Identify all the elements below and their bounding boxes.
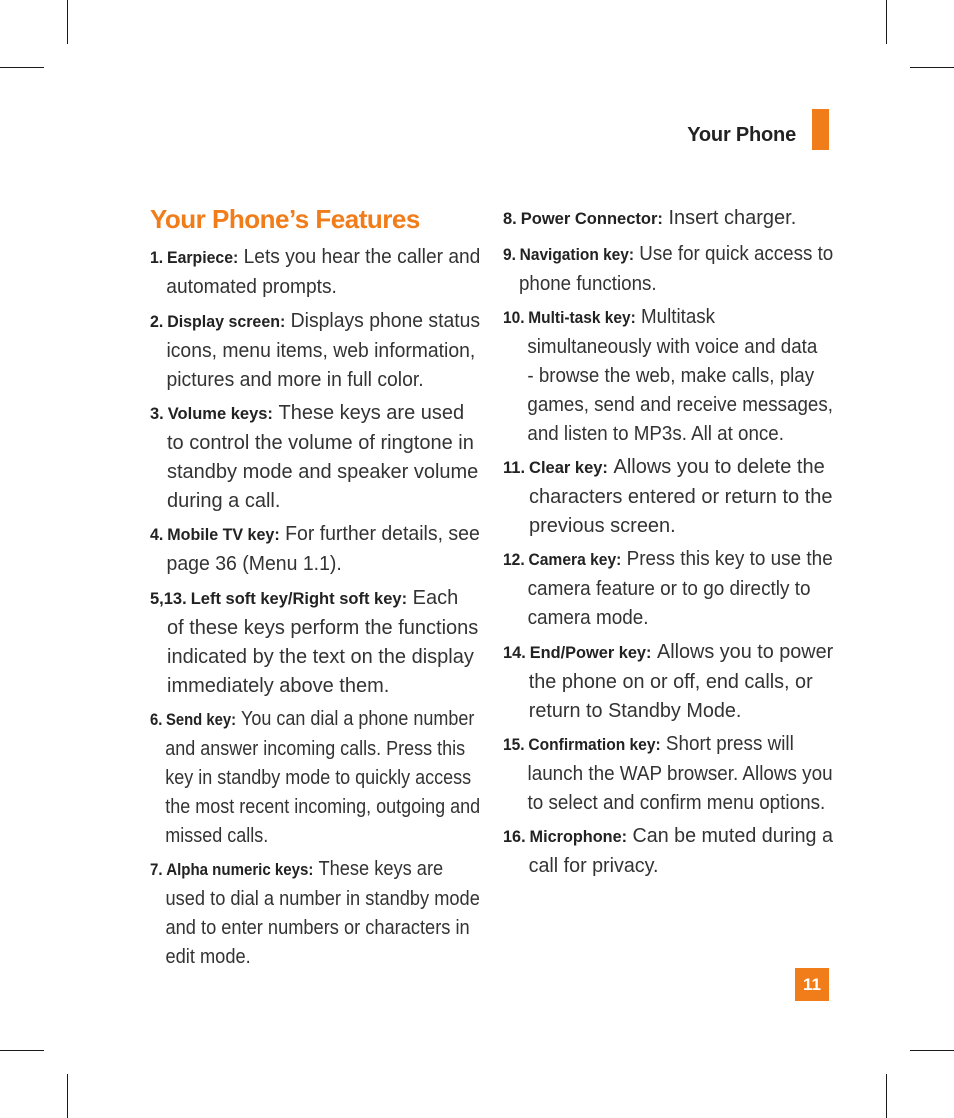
feature-item-camera-key — [503, 545, 833, 633]
item-text: edit mode. — [165, 946, 251, 968]
item-text: pictures and more in full color. — [166, 369, 424, 391]
item-text: For further details, see — [285, 523, 480, 545]
item-text: and answer incoming calls. Press this — [165, 738, 466, 760]
item-text: Allows you to power — [656, 641, 834, 663]
item-number: 3. — [150, 405, 164, 423]
item-text: call for privacy. — [528, 855, 659, 877]
item-text: and listen to MP3s. All at once. — [527, 423, 784, 445]
section-title: Your Phone’s Features — [150, 204, 420, 234]
item-text: indicated by the text on the display — [167, 646, 474, 668]
item-number: 4. — [150, 526, 164, 544]
item-text: missed calls. — [165, 825, 269, 847]
feature-item-multi-task-key — [503, 303, 833, 449]
item-text: launch the WAP browser. Allows you — [527, 763, 833, 785]
item-term: Multi-task key: — [528, 309, 636, 327]
item-number: 1. — [150, 249, 164, 267]
item-term: Volume keys: — [167, 405, 273, 423]
item-term: Navigation key: — [519, 246, 635, 264]
feature-item-microphone — [503, 822, 833, 881]
item-term: Clear key: — [529, 459, 608, 477]
feature-item-soft-keys — [150, 584, 478, 701]
header-tab-marker — [812, 109, 829, 150]
feature-item-send-key — [150, 705, 480, 851]
item-number: 15. — [503, 736, 525, 754]
item-text: key in standby mode to quickly access — [165, 767, 472, 789]
item-number: 10. — [503, 309, 525, 327]
item-text: camera feature or to go directly to — [527, 578, 811, 600]
item-text: These keys are used — [278, 402, 465, 424]
item-number: 16. — [503, 828, 526, 846]
item-term: Earpiece: — [167, 249, 239, 267]
item-text: automated prompts. — [166, 276, 337, 298]
crop-mark — [910, 67, 954, 68]
item-text: and to enter numbers or characters in — [165, 917, 470, 939]
item-term: Microphone: — [529, 828, 628, 846]
item-term: Camera key: — [528, 551, 622, 569]
crop-mark — [67, 1074, 68, 1118]
item-text: games, send and receive messages, — [527, 394, 833, 416]
crop-mark — [886, 0, 887, 44]
item-number: 5,13. — [150, 590, 187, 608]
item-number: 11. — [503, 459, 526, 477]
item-text: the phone on or off, end calls, or — [528, 671, 813, 693]
item-text: characters entered or return to the — [529, 486, 833, 508]
item-text: previous screen. — [529, 515, 676, 537]
item-text: Short press will — [665, 733, 794, 755]
item-term: Mobile TV key: — [167, 526, 280, 544]
header-title: Your Phone — [687, 124, 796, 146]
item-text: Each — [412, 587, 459, 609]
item-text: Displays phone status — [290, 310, 481, 332]
feature-item-clear-key — [503, 453, 833, 541]
item-text: These keys are — [318, 858, 444, 880]
item-term: End/Power key: — [529, 644, 652, 662]
item-text: Allows you to delete the — [613, 456, 825, 478]
item-text: to control the volume of ringtone in — [167, 432, 474, 454]
item-term: Confirmation key: — [528, 736, 661, 754]
item-text: page 36 (Menu 1.1). — [166, 553, 342, 575]
item-term: Alpha numeric keys: — [166, 861, 314, 879]
item-text: to select and confirm menu options. — [527, 792, 826, 814]
item-number: 14. — [503, 644, 526, 662]
item-number: 6. — [150, 711, 163, 729]
crop-mark — [0, 67, 44, 68]
feature-item-display-screen — [150, 307, 480, 395]
feature-item-end-power-key — [503, 638, 833, 726]
item-text: during a call. — [167, 490, 281, 512]
item-text: standby mode and speaker volume — [167, 461, 479, 483]
item-number: 7. — [150, 861, 163, 879]
item-term: Left soft key/Right soft key: — [190, 590, 408, 608]
item-text: icons, menu items, web information, — [166, 340, 476, 362]
item-text: phone functions. — [518, 273, 657, 295]
feature-item-earpiece — [150, 243, 480, 302]
item-term: Display screen: — [167, 313, 286, 331]
feature-item-confirmation-key — [503, 730, 833, 818]
crop-mark — [886, 1074, 887, 1118]
feature-item-navigation-key — [503, 240, 833, 299]
item-text: used to dial a number in standby mode — [165, 888, 480, 910]
item-text: You can dial a phone number — [241, 708, 475, 730]
item-number: 2. — [150, 313, 164, 331]
item-text: Press this key to use the — [626, 548, 833, 570]
item-text: Lets you hear the caller and — [243, 246, 481, 268]
page-number: 11 — [795, 968, 829, 1001]
item-text: - browse the web, make calls, play — [527, 365, 815, 387]
item-number: 9. — [503, 246, 516, 264]
crop-mark — [0, 1050, 44, 1051]
feature-item-mobile-tv-key — [150, 520, 480, 579]
item-text: camera mode. — [527, 607, 649, 629]
item-text: immediately above them. — [167, 675, 390, 697]
item-text: Can be muted during a — [632, 825, 833, 847]
item-term: Send key: — [165, 711, 237, 729]
item-term: Power Connector: — [520, 210, 663, 228]
feature-item-power-connector — [503, 204, 796, 234]
item-text: simultaneously with voice and data — [527, 336, 818, 358]
item-text: Multitask — [641, 306, 716, 328]
item-text: return to Standby Mode. — [528, 700, 742, 722]
item-number: 12. — [503, 551, 525, 569]
feature-item-alpha-numeric-keys — [150, 855, 480, 972]
item-text: the most recent incoming, outgoing and — [165, 796, 481, 818]
item-text: Use for quick access to — [639, 243, 834, 265]
crop-mark — [910, 1050, 954, 1051]
item-text: of these keys perform the functions — [167, 617, 479, 639]
crop-mark — [67, 0, 68, 44]
feature-item-volume-keys — [150, 399, 478, 516]
item-text: Insert charger. — [668, 207, 797, 229]
item-number: 8. — [503, 210, 517, 228]
